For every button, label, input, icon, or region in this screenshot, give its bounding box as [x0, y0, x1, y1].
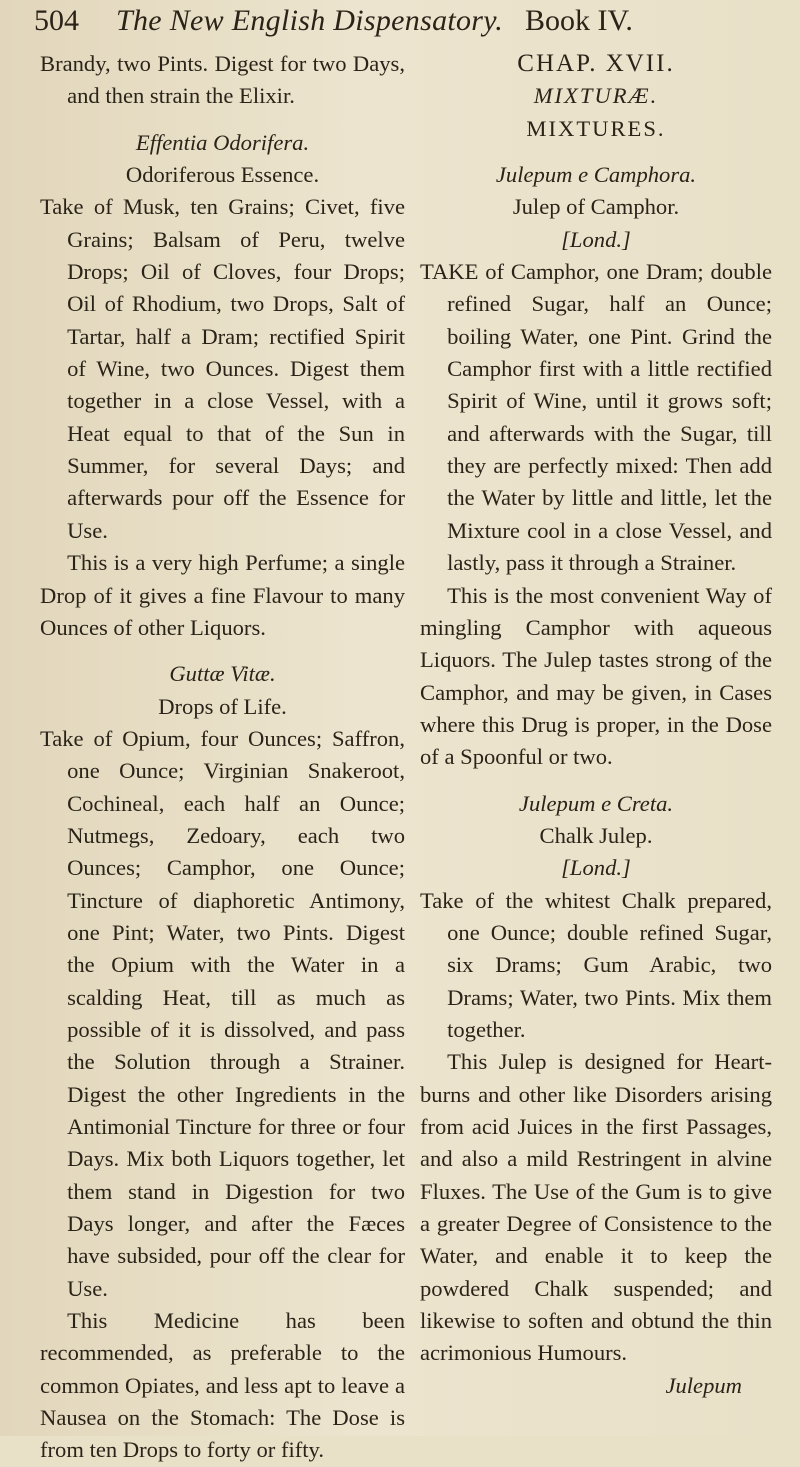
julep2-recipe: Take of the whitest Chalk prepared, one Ounce; double refined Sugar, six Drams; Gum Arabic, two Drams; Water, two Pints. Mix them together. — [420, 887, 772, 1042]
julep2-note: This Julep is designed for Heart-burns and other like Disorders arising from acid Juices in the first Passages, and also a mild Restringent in alvine Fluxes. The Use of the Gum is to give a greater Degree of Consistence to the Water, and enable it to keep the powdered Chalk suspended; and likewise to soften and obtund the thin acrimonious Humours. — [420, 1049, 772, 1366]
julep1-note: This is the most convenient Way of mingling Camphor with aqueous Liquors. The Julep tastes strong of the Camphor, and may be given, in Cases where this Drug is proper, in the Dose of a Spoonful or two. — [420, 582, 772, 770]
brandy-paragraph: Brandy, two Pints. Digest for two Days, and then strain the Elixir. — [40, 51, 405, 109]
julep1-recipe: TAKE of Camphor, one Dram; double refined Sugar, half an Ounce; boiling Water, one Pint. Grind the Camphor first with a little rectified Spirit of Wine, until it grows soft; and afterwards with the Sugar, till they are perfectly mixed: Then add the Water by little and little, let the Mixture cool in a close Vessel, and lastly, pass it through a Strainer. — [420, 259, 772, 576]
mixturae-heading: MIXTURÆ. — [533, 83, 659, 109]
julep1-english-heading: Julep of Camphor. — [512, 194, 680, 220]
catchword: Julepum — [665, 1372, 742, 1398]
mixtures-heading: MIXTURES. — [526, 115, 666, 141]
left-column — [40, 48, 405, 1467]
guttae-note: This Medicine has been recommended, as preferable to the common Opiates, and less apt to leave a Nausea on the Stomach: The Dose is from ten Drops to forty or fifty. — [40, 1308, 405, 1463]
julep1-latin-heading: Julepum e Camphora. — [495, 162, 697, 188]
guttae-english-heading: Drops of Life. — [158, 693, 287, 719]
julep2-source: [Lond.] — [561, 855, 631, 881]
page-number: 504 — [34, 4, 79, 37]
effentia-note: This is a very high Perfume; a single Drop of it gives a fine Flavour to many Ounces of other Liquors. — [40, 550, 405, 640]
julep2-latin-heading: Julepum e Creta. — [518, 790, 674, 816]
running-head — [34, 4, 780, 48]
book-number: Book IV. — [525, 4, 633, 37]
effentia-recipe: Take of Musk, ten Grains; Civet, five Grains; Balsam of Peru, twelve Drops; Oil of Cloves, four Drops; Oil of Rhodium, two Drops, Salt of Tartar, half a Dram; rectified Spirit of Wine, two Ounces. Digest them together in a close Vessel, with a Heat equal to that of the Sun in Summer, for several Days; and afterwards pour off the Essence for Use. — [40, 194, 405, 543]
chapter-heading: CHAP. XVII. — [517, 50, 675, 77]
julep1-source: [Lond.] — [561, 226, 631, 252]
right-column — [420, 48, 772, 1402]
effentia-latin-heading: Effentia Odorifera. — [135, 129, 310, 155]
julep2-english-heading: Chalk Julep. — [539, 822, 653, 848]
guttae-latin-heading: Guttæ Vitæ. — [169, 661, 276, 687]
guttae-recipe: Take of Opium, four Ounces; Saffron, one Ounce; Virginian Snakeroot, Cochineal, each half an Ounce; Nutmegs, Zedoary, each two Ounces; Camphor, one Ounce; Tincture of diaphoretic Antimony, one Pint; Water, two Pints. Digest the Opium with the Water in a scalding Heat, till as much as possible of it is dissolved, and pass the Solution through a Strainer. Digest the other Ingredients in the Antimonial Tincture for three or four Days. Mix both Liquors together, let them stand in Digestion for two Days longer, and after the Fæces have subsided, pour off the clear for Use. — [40, 725, 405, 1301]
effentia-english-heading: Odoriferous Essence. — [125, 162, 320, 188]
running-title: The New English Dispensatory. — [116, 4, 504, 37]
